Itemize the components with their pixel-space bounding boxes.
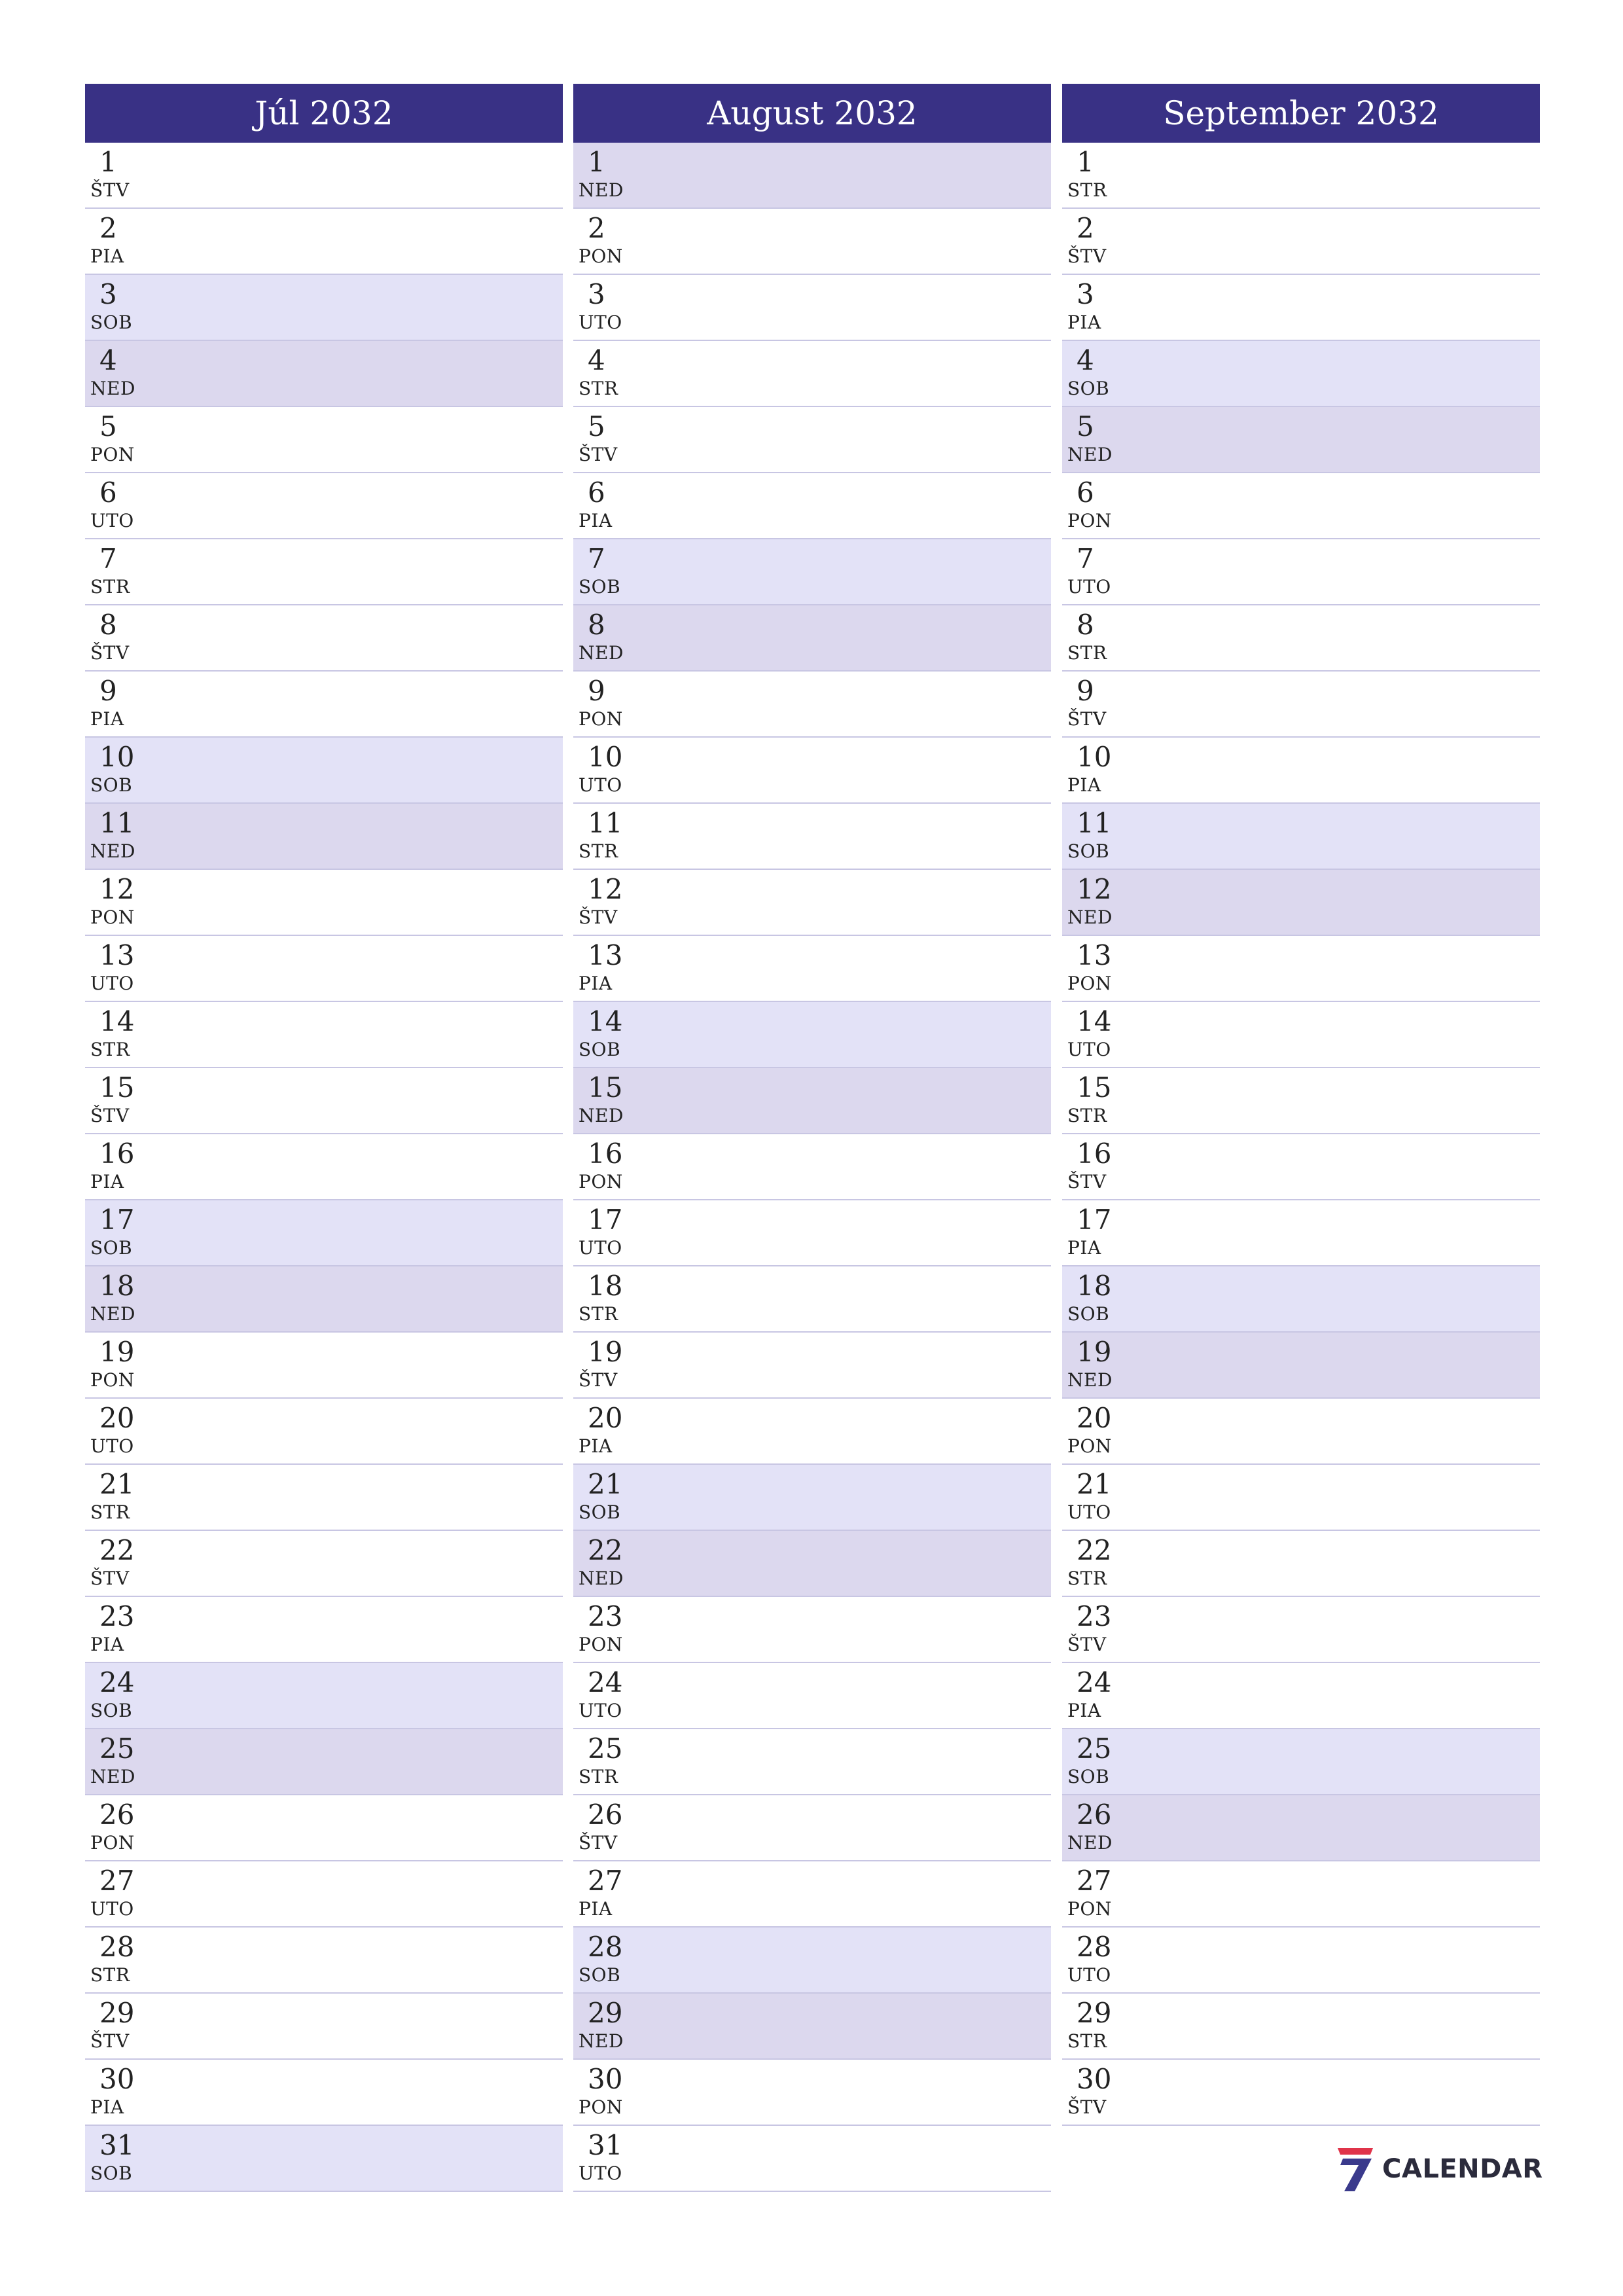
weekday-label: PON — [90, 444, 135, 465]
weekday-label: SOB — [579, 1039, 621, 1060]
day-row — [1062, 1597, 1540, 1663]
day-row — [1062, 1333, 1540, 1399]
day-number: 21 — [1077, 1468, 1112, 1500]
day-row — [85, 1795, 563, 1861]
day-row — [1062, 1531, 1540, 1597]
weekday-label: NED — [1067, 444, 1113, 465]
weekday-label: PON — [90, 1832, 135, 1854]
month-column-july — [85, 84, 563, 2192]
weekday-label: ŠTV — [579, 906, 618, 928]
day-row — [573, 143, 1051, 209]
day-row — [1062, 275, 1540, 341]
day-row — [573, 341, 1051, 407]
weekday-label: STR — [90, 576, 130, 598]
day-number: 4 — [588, 344, 605, 376]
day-row — [85, 1994, 563, 2060]
weekday-label: ŠTV — [579, 1832, 618, 1854]
weekday-label: PON — [1067, 973, 1112, 994]
day-number: 25 — [99, 1732, 135, 1765]
weekday-label: SOB — [90, 1237, 133, 1259]
day-number: 30 — [99, 2063, 135, 2095]
day-row — [85, 209, 563, 275]
day-number: 22 — [99, 1534, 135, 1566]
day-row — [85, 870, 563, 936]
weekday-label: PON — [579, 2096, 623, 2118]
day-row — [573, 870, 1051, 936]
day-number: 12 — [99, 873, 135, 905]
day-row — [573, 1333, 1051, 1399]
day-row — [85, 407, 563, 473]
day-row — [1062, 1465, 1540, 1531]
day-row — [1062, 870, 1540, 936]
day-row — [573, 1134, 1051, 1200]
day-row — [1062, 1795, 1540, 1861]
weekday-label: PIA — [1067, 1237, 1101, 1259]
day-row — [1062, 1266, 1540, 1333]
day-number: 31 — [588, 2129, 623, 2161]
weekday-label: SOB — [579, 1964, 621, 1986]
weekday-label: UTO — [1067, 1964, 1111, 1986]
day-number: 24 — [1077, 1666, 1112, 1698]
day-row — [1062, 605, 1540, 672]
weekday-label: PIA — [90, 1634, 124, 1655]
day-row — [1062, 143, 1540, 209]
day-number: 19 — [1077, 1336, 1112, 1368]
day-number: 20 — [99, 1402, 135, 1434]
day-number: 4 — [1077, 344, 1094, 376]
weekday-label: STR — [1067, 1105, 1107, 1126]
day-number: 1 — [588, 146, 605, 178]
day-number: 28 — [99, 1931, 135, 1963]
weekday-label: SOB — [90, 2162, 133, 2184]
day-number: 22 — [588, 1534, 623, 1566]
day-number: 18 — [588, 1270, 623, 1302]
weekday-label: PIA — [90, 708, 124, 730]
weekday-label: UTO — [90, 510, 134, 531]
day-row — [1062, 1200, 1540, 1266]
day-number: 12 — [588, 873, 623, 905]
day-number: 17 — [588, 1204, 623, 1236]
day-number: 23 — [1077, 1600, 1112, 1632]
day-row — [1062, 672, 1540, 738]
weekday-label: SOB — [579, 576, 621, 598]
day-number: 10 — [99, 741, 135, 773]
weekday-label: ŠTV — [1067, 1634, 1107, 1655]
day-row — [85, 1729, 563, 1795]
month-header: Júl 2032 — [85, 84, 563, 143]
day-number: 22 — [1077, 1534, 1112, 1566]
day-number: 24 — [99, 1666, 135, 1698]
day-row — [573, 1399, 1051, 1465]
day-number: 8 — [1077, 609, 1094, 641]
day-row — [1062, 1399, 1540, 1465]
weekday-label: ŠTV — [579, 1369, 618, 1391]
day-row — [1062, 209, 1540, 275]
day-number: 16 — [1077, 1138, 1112, 1170]
weekday-label: UTO — [90, 973, 134, 994]
day-number: 24 — [588, 1666, 623, 1698]
day-number: 3 — [588, 278, 605, 310]
day-row — [85, 672, 563, 738]
weekday-label: ŠTV — [579, 444, 618, 465]
weekday-label: STR — [1067, 179, 1107, 201]
weekday-label: SOB — [1067, 378, 1110, 399]
day-number: 2 — [99, 212, 117, 244]
weekday-label: NED — [1067, 1832, 1113, 1854]
day-number: 20 — [1077, 1402, 1112, 1434]
day-number: 15 — [1077, 1071, 1112, 1103]
weekday-label: UTO — [579, 2162, 622, 2184]
month-column-september — [1062, 84, 1540, 2126]
weekday-label: PON — [90, 1369, 135, 1391]
day-row — [85, 804, 563, 870]
logo-text: CALENDAR — [1382, 2154, 1543, 2184]
weekday-label: STR — [90, 1964, 130, 1986]
weekday-label: UTO — [1067, 576, 1111, 598]
day-row — [85, 1068, 563, 1134]
day-number: 3 — [99, 278, 117, 310]
weekday-label: UTO — [579, 1237, 622, 1259]
weekday-label: PON — [1067, 510, 1112, 531]
day-row — [573, 1597, 1051, 1663]
day-row — [1062, 473, 1540, 539]
day-row — [85, 1663, 563, 1729]
day-number: 10 — [588, 741, 623, 773]
day-row — [85, 1333, 563, 1399]
weekday-label: NED — [90, 1303, 135, 1325]
day-number: 16 — [99, 1138, 135, 1170]
weekday-label: STR — [1067, 2030, 1107, 2052]
day-row — [1062, 1068, 1540, 1134]
month-header: August 2032 — [573, 84, 1051, 143]
weekday-label: ŠTV — [1067, 1171, 1107, 1193]
weekday-label: NED — [90, 378, 135, 399]
weekday-label: NED — [579, 179, 624, 201]
weekday-label: NED — [579, 2030, 624, 2052]
day-row — [85, 143, 563, 209]
weekday-label: PIA — [1067, 1700, 1101, 1721]
weekday-label: STR — [579, 1303, 618, 1325]
weekday-label: UTO — [1067, 1501, 1111, 1523]
day-row — [85, 1928, 563, 1994]
weekday-label: PON — [90, 906, 135, 928]
day-number: 4 — [99, 344, 117, 376]
day-row — [573, 1002, 1051, 1068]
day-row — [573, 1928, 1051, 1994]
day-number: 6 — [588, 476, 605, 509]
weekday-label: NED — [579, 1105, 624, 1126]
day-row — [573, 2060, 1051, 2126]
day-row — [85, 1861, 563, 1928]
day-row — [1062, 1861, 1540, 1928]
day-number: 29 — [588, 1997, 623, 2029]
day-row — [573, 936, 1051, 1002]
weekday-label: PON — [579, 708, 623, 730]
weekday-label: NED — [90, 1766, 135, 1787]
day-row — [1062, 936, 1540, 1002]
day-row — [85, 1399, 563, 1465]
weekday-label: ŠTV — [90, 1568, 130, 1589]
weekday-label: SOB — [1067, 840, 1110, 862]
weekday-label: STR — [579, 378, 618, 399]
day-number: 30 — [588, 2063, 623, 2095]
day-row — [85, 738, 563, 804]
day-number: 7 — [99, 543, 117, 575]
day-number: 11 — [588, 807, 623, 839]
day-number: 15 — [99, 1071, 135, 1103]
day-number: 8 — [588, 609, 605, 641]
day-number: 18 — [1077, 1270, 1112, 1302]
day-number: 6 — [1077, 476, 1094, 509]
day-row — [1062, 1928, 1540, 1994]
weekday-label: PON — [1067, 1898, 1112, 1920]
weekday-label: UTO — [90, 1435, 134, 1457]
weekday-label: ŠTV — [1067, 708, 1107, 730]
day-number: 6 — [99, 476, 117, 509]
weekday-label: PIA — [90, 1171, 124, 1193]
weekday-label: STR — [1067, 642, 1107, 664]
day-row — [573, 1994, 1051, 2060]
weekday-label: PIA — [90, 2096, 124, 2118]
day-number: 28 — [588, 1931, 623, 1963]
day-number: 10 — [1077, 741, 1112, 773]
day-row — [1062, 407, 1540, 473]
weekday-label: PIA — [579, 1435, 613, 1457]
day-number: 14 — [588, 1005, 623, 1037]
day-number: 13 — [588, 939, 623, 971]
day-number: 27 — [99, 1865, 135, 1897]
day-row — [573, 407, 1051, 473]
day-number: 9 — [99, 675, 117, 707]
day-number: 23 — [99, 1600, 135, 1632]
weekday-label: PIA — [1067, 774, 1101, 796]
day-number: 5 — [99, 410, 117, 442]
day-row — [573, 1266, 1051, 1333]
weekday-label: SOB — [579, 1501, 621, 1523]
day-row — [573, 539, 1051, 605]
weekday-label: PIA — [579, 510, 613, 531]
day-row — [573, 1531, 1051, 1597]
day-number: 29 — [99, 1997, 135, 2029]
weekday-label: SOB — [1067, 1766, 1110, 1787]
weekday-label: STR — [90, 1501, 130, 1523]
day-row — [85, 2060, 563, 2126]
day-number: 21 — [99, 1468, 135, 1500]
day-number: 9 — [588, 675, 605, 707]
day-row — [85, 2126, 563, 2192]
day-number: 14 — [1077, 1005, 1112, 1037]
weekday-label: SOB — [90, 1700, 133, 1721]
day-number: 26 — [99, 1799, 135, 1831]
day-row — [1062, 341, 1540, 407]
weekday-label: ŠTV — [90, 2030, 130, 2052]
weekday-label: PON — [579, 245, 623, 267]
weekday-label: SOB — [1067, 1303, 1110, 1325]
weekday-label: ŠTV — [90, 179, 130, 201]
day-number: 28 — [1077, 1931, 1112, 1963]
weekday-label: ŠTV — [90, 1105, 130, 1126]
day-row — [573, 672, 1051, 738]
day-row — [573, 738, 1051, 804]
day-number: 30 — [1077, 2063, 1112, 2095]
day-row — [85, 341, 563, 407]
weekday-label: NED — [1067, 1369, 1113, 1391]
day-list — [1062, 143, 1540, 2126]
day-row — [573, 1861, 1051, 1928]
weekday-label: NED — [579, 642, 624, 664]
weekday-label: UTO — [579, 774, 622, 796]
day-row — [85, 1134, 563, 1200]
day-row — [573, 209, 1051, 275]
weekday-label: PON — [579, 1634, 623, 1655]
day-number: 2 — [588, 212, 605, 244]
weekday-label: PIA — [579, 1898, 613, 1920]
day-row — [1062, 738, 1540, 804]
weekday-label: UTO — [579, 312, 622, 333]
weekday-label: UTO — [90, 1898, 134, 1920]
day-number: 11 — [99, 807, 135, 839]
day-row — [573, 1729, 1051, 1795]
day-row — [1062, 1663, 1540, 1729]
day-row — [573, 473, 1051, 539]
day-number: 1 — [1077, 146, 1094, 178]
day-number: 26 — [1077, 1799, 1112, 1831]
weekday-label: SOB — [90, 774, 133, 796]
day-row — [573, 1200, 1051, 1266]
weekday-label: PIA — [90, 245, 124, 267]
day-number: 7 — [588, 543, 605, 575]
weekday-label: ŠTV — [90, 642, 130, 664]
day-number: 13 — [99, 939, 135, 971]
day-number: 5 — [1077, 410, 1094, 442]
day-list — [85, 143, 563, 2192]
day-number: 1 — [99, 146, 117, 178]
day-row — [1062, 1002, 1540, 1068]
day-number: 27 — [588, 1865, 623, 1897]
weekday-label: STR — [579, 1766, 618, 1787]
day-number: 17 — [1077, 1204, 1112, 1236]
weekday-label: PIA — [579, 973, 613, 994]
weekday-label: SOB — [90, 312, 133, 333]
day-number: 11 — [1077, 807, 1112, 839]
day-number: 12 — [1077, 873, 1112, 905]
day-row — [85, 1531, 563, 1597]
day-row — [573, 275, 1051, 341]
day-number: 19 — [99, 1336, 135, 1368]
day-row — [1062, 1134, 1540, 1200]
day-list — [573, 143, 1051, 2192]
weekday-label: PON — [1067, 1435, 1112, 1457]
weekday-label: PIA — [1067, 312, 1101, 333]
day-number: 9 — [1077, 675, 1094, 707]
day-row — [573, 605, 1051, 672]
day-number: 29 — [1077, 1997, 1112, 2029]
day-number: 25 — [1077, 1732, 1112, 1765]
day-number: 18 — [99, 1270, 135, 1302]
day-number: 7 — [1077, 543, 1094, 575]
day-number: 8 — [99, 609, 117, 641]
day-row — [573, 804, 1051, 870]
calendar-logo — [1335, 2145, 1543, 2193]
day-number: 17 — [99, 1204, 135, 1236]
weekday-label: UTO — [579, 1700, 622, 1721]
day-row — [1062, 804, 1540, 870]
day-row — [573, 2126, 1051, 2192]
weekday-label: ŠTV — [1067, 245, 1107, 267]
day-row — [1062, 2060, 1540, 2126]
month-column-august — [573, 84, 1051, 2192]
day-number: 20 — [588, 1402, 623, 1434]
day-row — [573, 1663, 1051, 1729]
day-row — [85, 473, 563, 539]
weekday-label: ŠTV — [1067, 2096, 1107, 2118]
day-number: 26 — [588, 1799, 623, 1831]
weekday-label: STR — [1067, 1568, 1107, 1589]
weekday-label: STR — [579, 840, 618, 862]
day-number: 15 — [588, 1071, 623, 1103]
day-number: 16 — [588, 1138, 623, 1170]
seven-logo-icon — [1335, 2145, 1377, 2193]
day-row — [573, 1465, 1051, 1531]
day-row — [85, 1465, 563, 1531]
day-row — [85, 539, 563, 605]
day-number: 2 — [1077, 212, 1094, 244]
day-row — [85, 1266, 563, 1333]
day-number: 27 — [1077, 1865, 1112, 1897]
weekday-label: PON — [579, 1171, 623, 1193]
day-number: 21 — [588, 1468, 623, 1500]
day-row — [85, 275, 563, 341]
day-row — [85, 1002, 563, 1068]
weekday-label: NED — [579, 1568, 624, 1589]
day-number: 25 — [588, 1732, 623, 1765]
month-header: September 2032 — [1062, 84, 1540, 143]
day-row — [573, 1068, 1051, 1134]
day-row — [85, 605, 563, 672]
day-number: 3 — [1077, 278, 1094, 310]
weekday-label: NED — [90, 840, 135, 862]
day-number: 31 — [99, 2129, 135, 2161]
day-row — [85, 1200, 563, 1266]
weekday-label: UTO — [1067, 1039, 1111, 1060]
day-row — [85, 1597, 563, 1663]
day-row — [1062, 1994, 1540, 2060]
day-row — [85, 936, 563, 1002]
day-number: 14 — [99, 1005, 135, 1037]
day-row — [1062, 539, 1540, 605]
weekday-label: NED — [1067, 906, 1113, 928]
day-number: 13 — [1077, 939, 1112, 971]
day-number: 5 — [588, 410, 605, 442]
day-row — [1062, 1729, 1540, 1795]
day-row — [573, 1795, 1051, 1861]
weekday-label: STR — [90, 1039, 130, 1060]
day-number: 23 — [588, 1600, 623, 1632]
day-number: 19 — [588, 1336, 623, 1368]
